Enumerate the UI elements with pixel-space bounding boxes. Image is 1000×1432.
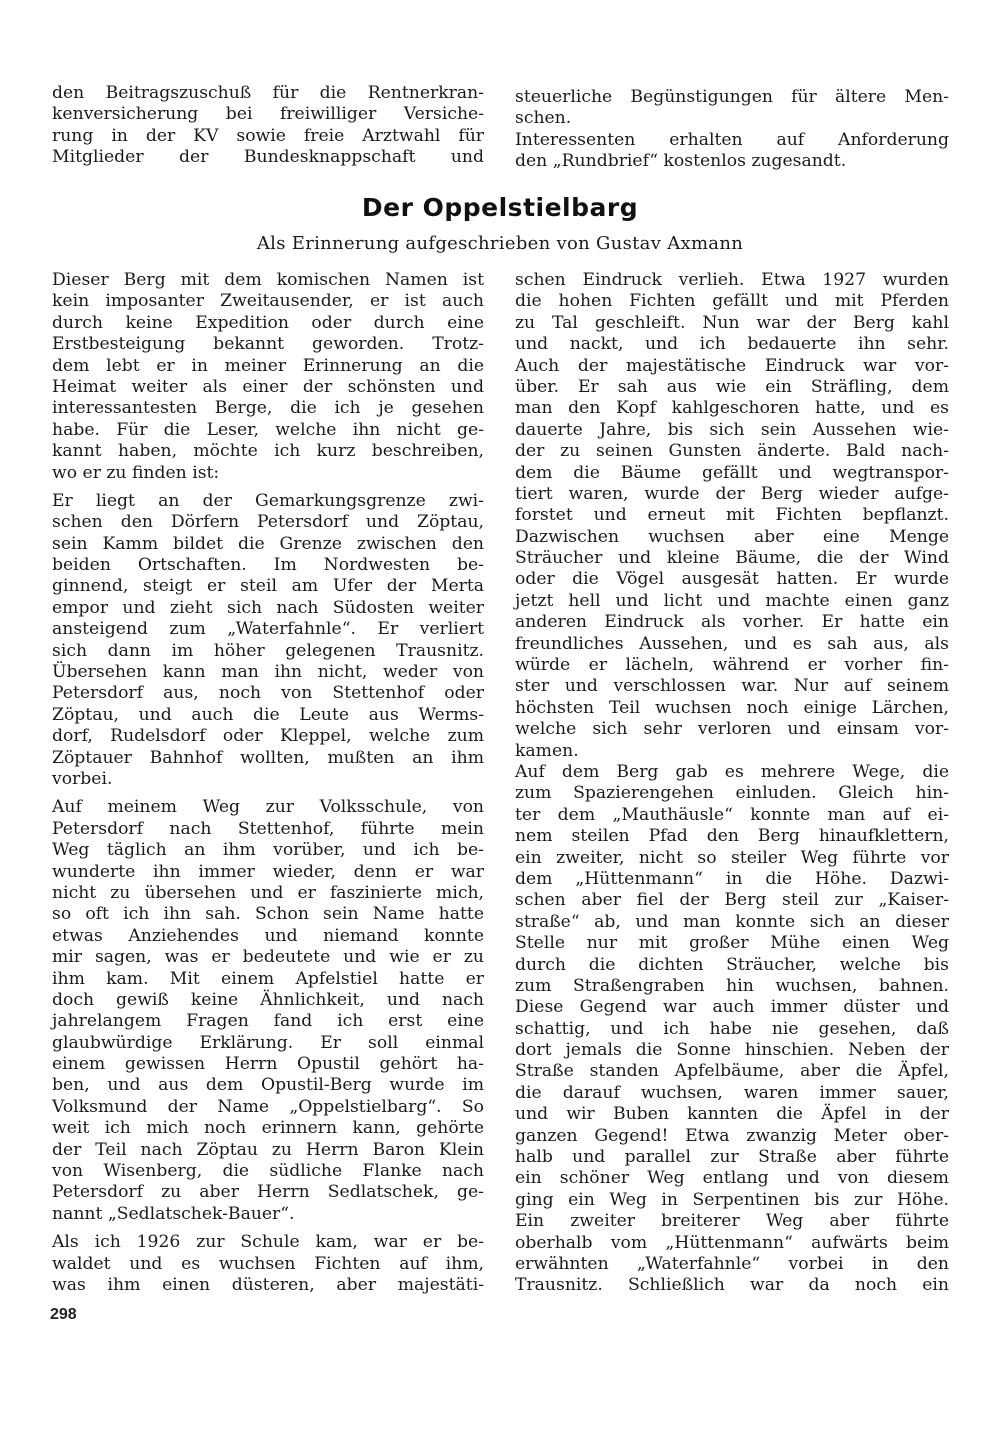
text-line: welche sich sehr verloren und einsam vor- <box>515 719 949 740</box>
text-line: wunderte ihn immer wieder, denn er war <box>52 861 484 882</box>
text-line: ganzen Gegend! Etwa zwanzig Meter ober- <box>515 1125 949 1146</box>
text-line: würde er lächeln, während er vorher fin- <box>515 655 949 676</box>
text-line: Petersdorf aus, noch von Stettenhof oder <box>52 683 484 704</box>
text-line: jahrelangem Fragen fand ich erst eine <box>52 1011 484 1032</box>
continuation-paragraph <box>52 83 484 169</box>
text-line: rung in der KV sowie freie Arztwahl für <box>52 125 484 146</box>
top-right-column <box>515 87 949 173</box>
text-line: Sträucher und kleine Bäume, die der Wind <box>515 548 949 569</box>
text-line: Zöptau, und auch die Leute aus Werms- <box>52 704 484 725</box>
text-line: den Beitragszuschuß für die Rentnerkran- <box>52 83 484 103</box>
text-line: zum Straßengraben hin wuchsen, bahnen. <box>515 975 949 996</box>
article-byline: Als Erinnerung aufgeschrieben von Gustav Axmann <box>256 233 744 254</box>
text-line: dem lebt er in meiner Erinnerung an die <box>52 355 484 376</box>
text-line: zu Tal geschleift. Nun war der Berg kahl <box>515 312 949 333</box>
text-line: mir sagen, was er bedeutete und wie er zu <box>52 947 484 968</box>
text-line: weit ich mich noch erinnern kann, gehörte <box>52 1118 484 1139</box>
text-line: Petersdorf zu aber Herrn Sedlatschek, ge- <box>52 1182 484 1203</box>
text-line: Volksmund der Name „Oppelstielbarg“. So <box>52 1096 484 1117</box>
text-line: sein Kamm bildet die Grenze zwischen den <box>52 533 484 554</box>
text-line: Diese Gegend war auch immer düster und <box>515 997 949 1018</box>
text-line: beiden Ortschaften. Im Nordwesten be- <box>52 555 484 576</box>
text-line: dorf, Rudelsdorf oder Kleppel, welche zum <box>52 726 484 747</box>
text-line: dem die Bäume gefällt und wegtranspor- <box>515 462 949 483</box>
continuation-paragraph <box>515 87 949 173</box>
text-line: schen Eindruck verlieh. Etwa 1927 wurden <box>515 270 949 290</box>
text-line: Petersdorf nach Stettenhof, führte mein <box>52 818 484 839</box>
paragraph <box>515 762 949 1297</box>
text-line: straße“ ab, und man konnte sich an dieser <box>515 911 949 932</box>
text-line: sich dann im höher gelegenen Trausnitz. <box>52 640 484 661</box>
text-line: ein schöner Weg entlang und von diesem <box>515 1168 949 1189</box>
text-line: anderen Eindruck als vorher. Er hatte ein <box>515 612 949 633</box>
text-line: kenversicherung bei freiwilliger Versiche- <box>52 104 484 125</box>
text-line: Auch der majestätische Eindruck war vor- <box>515 355 949 376</box>
text-line: und nackt, und ich bedauerte ihn sehr. <box>515 334 949 355</box>
paragraph <box>515 270 949 762</box>
text-line: Erstbesteigung bekannt geworden. Trotz- <box>52 334 484 355</box>
paragraph <box>52 1232 484 1296</box>
text-line: Dazwischen wuchsen aber eine Menge <box>515 526 949 547</box>
text-line: nannt „Sedlatschek-Bauer“. <box>52 1203 295 1224</box>
text-line: freundliches Aussehen, und es sah aus, als <box>515 633 949 654</box>
text-line: nem steilen Pfad den Berg hinaufklettern, <box>515 826 949 847</box>
text-line: doch gewiß keine Ähnlichkeit, und nach <box>52 989 484 1010</box>
paragraph <box>52 270 484 484</box>
text-line: kannt haben, möchte ich kurz beschreiben, <box>52 441 484 462</box>
text-line: der Teil nach Zöptau zu Herrn Baron Klein <box>52 1139 484 1160</box>
text-line: ging ein Weg in Serpentinen bis zur Höhe. <box>515 1189 949 1210</box>
text-line: und wir Buben kannten die Äpfel in der <box>515 1104 949 1125</box>
article-right-column <box>515 270 949 1297</box>
text-line: Übersehen kann man ihn nicht, weder von <box>52 662 484 683</box>
text-line: wo er zu finden ist: <box>52 462 220 483</box>
text-line: zum Spazierengehen einluden. Gleich hin- <box>515 783 949 804</box>
text-line: jetzt hell und licht und machte einen ganz <box>515 590 949 611</box>
text-line: einem gewissen Herrn Opustil gehört ha- <box>52 1054 484 1075</box>
text-line: kamen. <box>515 740 579 761</box>
text-line: vorbei. <box>52 768 113 789</box>
text-line: die hohen Fichten gefällt und mit Pferden <box>515 291 949 312</box>
text-line: Interessenten erhalten auf Anforderung <box>515 129 949 150</box>
text-line: von Wisenberg, die südliche Flanke nach <box>52 1161 484 1182</box>
paragraph <box>52 797 484 1225</box>
text-line: erwähnten „Waterfahnle“ vorbei in den <box>515 1253 949 1274</box>
text-line: den „Rundbrief“ kostenlos zugesandt. <box>515 151 847 172</box>
text-line: Auf dem Berg gab es mehrere Wege, die <box>515 761 949 782</box>
text-line: ter dem „Mauthäusle“ konnte man auf ei- <box>515 804 949 825</box>
text-line: höchsten Teil wuchsen noch einige Lärchen, <box>515 697 949 718</box>
text-line: ster und verschlossen war. Nur auf seinem <box>515 676 949 697</box>
text-line: Zöptauer Bahnhof wollten, mußten an ihm <box>52 747 484 768</box>
text-line: oder die Vögel ausgesät hatten. Er wurde <box>515 569 949 590</box>
text-line: empor und zieht sich nach Südosten weiter <box>52 597 484 618</box>
text-line: etwas Anziehendes und niemand konnte <box>52 925 484 946</box>
text-line: Auf meinem Weg zur Volksschule, von <box>52 797 484 818</box>
text-line: was ihm einen düsteren, aber majestäti- <box>52 1274 484 1295</box>
text-line: kein imposanter Zweitausender, er ist auch <box>52 291 484 312</box>
text-line: Ein zweiter breiterer Weg aber führte <box>515 1211 949 1232</box>
text-line: dem „Hüttenmann“ in die Höhe. Dazwi- <box>515 868 949 889</box>
text-line: ansteigend zum „Waterfahnle“. Er verliert <box>52 619 484 640</box>
text-line: schattig, und ich habe nie gesehen, daß <box>515 1018 949 1039</box>
article-title: Der Oppelstielbarg <box>361 193 639 222</box>
page-number: 298 <box>50 1306 77 1323</box>
text-line: dauerte Jahre, bis sich sein Aussehen wie- <box>515 419 949 440</box>
text-line: glaubwürdige Erklärung. Er soll einmal <box>52 1032 484 1053</box>
text-line: ben, und aus dem Opustil-Berg wurde im <box>52 1075 484 1096</box>
text-line: forstet und erneut mit Fichten bepflanzt. <box>515 505 949 526</box>
text-line: die darauf wuchsen, waren immer sauer, <box>515 1082 949 1103</box>
article-left-column <box>52 270 484 1296</box>
text-line: habe. Für die Leser, welche ihn nicht ge- <box>52 419 484 440</box>
text-line: ginnend, steigt er steil am Ufer der Merta <box>52 576 484 597</box>
text-line: schen aber fiel der Berg steil zur „Kaiser- <box>515 890 949 911</box>
text-line: Mitglieder der Bundesknappschaft und <box>52 147 484 168</box>
text-line: über. Er sah aus wie ein Sträfling, dem <box>515 376 949 397</box>
text-line: Dieser Berg mit dem komischen Namen ist <box>52 270 484 290</box>
text-line: steuerliche Begünstigungen für ältere Men- <box>515 87 949 107</box>
text-line: schen den Dörfern Petersdorf und Zöptau, <box>52 512 484 533</box>
text-line: der zu seinen Gunsten änderte. Bald nach- <box>515 441 949 462</box>
top-left-column <box>52 83 484 169</box>
text-line: so oft ich ihn sah. Schon sein Name hatte <box>52 904 484 925</box>
text-line: durch keine Expedition oder durch eine <box>52 312 484 333</box>
text-line: ihm kam. Mit einem Apfelstiel hatte er <box>52 968 484 989</box>
text-line: nicht zu übersehen und er faszinierte mich, <box>52 882 484 903</box>
text-line: Trausnitz. Schließlich war da noch ein <box>515 1275 949 1296</box>
text-line: Weg täglich an ihm vorüber, und ich be- <box>52 840 484 861</box>
text-line: Stelle nur mit großer Mühe einen Weg <box>515 933 949 954</box>
text-line: halb und parallel zur Straße aber führte <box>515 1147 949 1168</box>
text-line: dort jemals die Sonne hinschien. Neben der <box>515 1040 949 1061</box>
text-line: oberhalb vom „Hüttenmann“ aufwärts beim <box>515 1232 949 1253</box>
text-line: tiert waren, wurde der Berg wieder aufge- <box>515 483 949 504</box>
text-line: schen. <box>515 108 572 129</box>
text-line: ein zweiter, nicht so steiler Weg führte vor <box>515 847 949 868</box>
paragraph <box>52 491 484 790</box>
text-line: Er liegt an der Gemarkungsgrenze zwi- <box>52 490 484 511</box>
text-line: Heimat weiter als einer der schönsten und <box>52 376 484 397</box>
text-line: durch die dichten Sträucher, welche bis <box>515 954 949 975</box>
text-line: man den Kopf kahlgeschoren hatte, und es <box>515 398 949 419</box>
text-line: Als ich 1926 zur Schule kam, war er be- <box>52 1232 484 1253</box>
text-line: Straße standen Apfelbäume, aber die Äpfel, <box>515 1061 949 1082</box>
text-line: interessantesten Berge, die ich je gesehen <box>52 398 484 419</box>
text-line: waldet und es wuchsen Fichten auf ihm, <box>52 1253 484 1274</box>
